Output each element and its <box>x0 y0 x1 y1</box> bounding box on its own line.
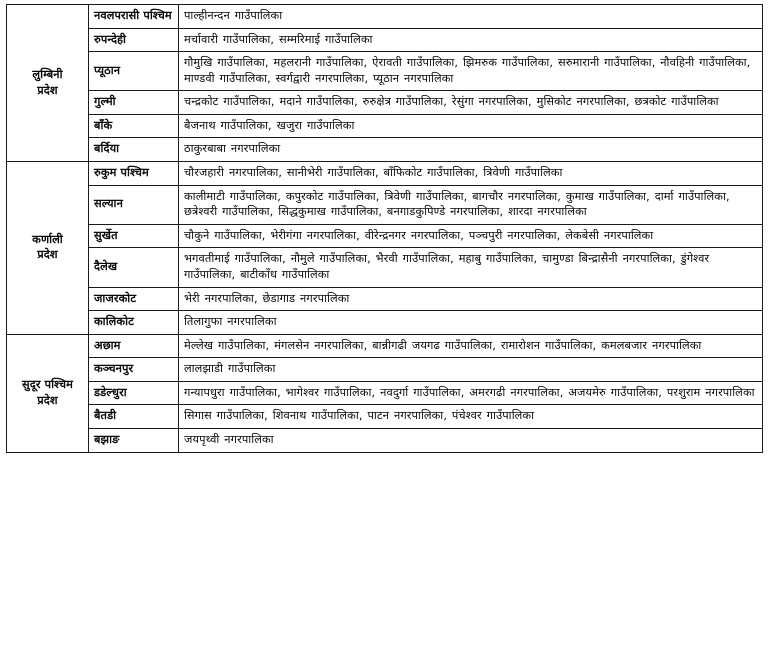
local-bodies-cell: भगवतीमाई गाउँपालिका, नौमुले गाउँपालिका, भैरवी गाउँपालिका, महाबु गाउँपालिका, चामुण्डा बिन्द्रासैनी नगरपालिका, डुंगेश्वर गाउँपालिका, बाटीकाँध गाउँपालिका <box>179 248 763 287</box>
local-bodies-cell: लालझाडी गाउँपालिका <box>179 358 763 382</box>
table-row <box>7 224 763 248</box>
table-row <box>7 5 763 29</box>
local-bodies-cell: चन्द्रकोट गाउँपालिका, मदाने गाउँपालिका, रुरुक्षेत्र गाउँपालिका, रेसुंगा नगरपालिका, मुसिकोट नगरपालिका, छत्रकोट गाउँपालिका <box>179 91 763 115</box>
table-row <box>7 28 763 52</box>
table-row <box>7 248 763 287</box>
district-cell: बाँके <box>89 114 179 138</box>
local-bodies-cell: बैजनाथ गाउँपालिका, खजुरा गाउँपालिका <box>179 114 763 138</box>
local-bodies-cell: मर्चावारी गाउँपालिका, सम्मरिमाई गाउँपालिका <box>179 28 763 52</box>
local-bodies-cell: पाल्हीनन्दन गाउँपालिका <box>179 5 763 29</box>
district-cell: बझाङ <box>89 428 179 452</box>
district-cell: बैतडी <box>89 405 179 429</box>
district-cell: नवलपरासी पश्चिम <box>89 5 179 29</box>
district-cell: सुर्खेत <box>89 224 179 248</box>
table-row <box>7 405 763 429</box>
table-row <box>7 334 763 358</box>
district-cell: रुकुम पश्चिम <box>89 162 179 186</box>
province-cell-lumbini: लुम्बिनी प्रदेश <box>7 5 89 162</box>
district-cell: डडेल्धुरा <box>89 381 179 405</box>
district-cell: अछाम <box>89 334 179 358</box>
local-bodies-cell: सिगास गाउँपालिका, शिवनाथ गाउँपालिका, पाटन नगरपालिका, पंचेश्वर गाउँपालिका <box>179 405 763 429</box>
district-cell: कालिकोट <box>89 311 179 335</box>
local-bodies-cell: भेरी नगरपालिका, छेडागाड नगरपालिका <box>179 287 763 311</box>
table-row <box>7 138 763 162</box>
district-cell: जाजरकोट <box>89 287 179 311</box>
local-bodies-cell: चौरजहारी नगरपालिका, सानीभेरी गाउँपालिका, बाँफिकोट गाउँपालिका, त्रिवेणी गाउँपालिका <box>179 162 763 186</box>
district-cell: प्यूठान <box>89 52 179 91</box>
table-row <box>7 185 763 224</box>
table-row <box>7 162 763 186</box>
table-row <box>7 287 763 311</box>
table-body <box>7 5 763 453</box>
district-cell: गुल्मी <box>89 91 179 115</box>
local-bodies-table <box>6 4 763 453</box>
local-bodies-cell: तिलागुफा नगरपालिका <box>179 311 763 335</box>
district-cell: दैलेख <box>89 248 179 287</box>
table-row <box>7 428 763 452</box>
table-row <box>7 358 763 382</box>
table-row <box>7 52 763 91</box>
local-bodies-cell: ठाकुरबाबा नगरपालिका <box>179 138 763 162</box>
district-cell: रुपन्देही <box>89 28 179 52</box>
local-bodies-cell: चौकुने गाउँपालिका, भेरीगंगा नगरपालिका, वीरेन्द्रनगर नगरपालिका, पञ्चपुरी नगरपालिका, लेकबेसी नगरपालिका <box>179 224 763 248</box>
province-cell-karnali: कर्णाली प्रदेश <box>7 162 89 335</box>
table-row <box>7 381 763 405</box>
district-cell: बर्दिया <box>89 138 179 162</box>
local-bodies-cell: गौमुखि गाउँपालिका, महलरानी गाउँपालिका, ऐरावती गाउँपालिका, झिमरुक गाउँपालिका, सरुमारानी गाउँपालिका, नौवहिनी गाउँपालिका, माण्डवी गाउँपालिका, स्वर्गद्वारी नगरपालिका, प्यूठान नगरपालिका <box>179 52 763 91</box>
local-bodies-cell: जयपृथ्वी नगरपालिका <box>179 428 763 452</box>
district-cell: कञ्चनपुर <box>89 358 179 382</box>
province-cell-sudurpashchim: सुदूर पश्चिम प्रदेश <box>7 334 89 452</box>
table-row <box>7 311 763 335</box>
table-row <box>7 91 763 115</box>
local-bodies-cell: मेल्लेख गाउँपालिका, मंगलसेन नगरपालिका, बान्नीगढी जयगढ गाउँपालिका, रामारोशन गाउँपालिका, कमलबजार नगरपालिका <box>179 334 763 358</box>
district-cell: सल्यान <box>89 185 179 224</box>
local-bodies-cell: कालीमाटी गाउँपालिका, कपुरकोट गाउँपालिका, त्रिवेणी गाउँपालिका, बागचौर नगरपालिका, कुमाख गाउँपालिका, दार्मा गाउँपालिका, छत्रेश्वरी गाउँपालिका, सिद्धकुमाख गाउँपालिका, बनगाडकुपिण्डे नगरपालिका, शारदा नगरपालिका <box>179 185 763 224</box>
table-row <box>7 114 763 138</box>
local-bodies-cell: गन्यापधुरा गाउँपालिका, भागेश्वर गाउँपालिका, नवदुर्गा गाउँपालिका, अमरगढी नगरपालिका, अजयमेरु गाउँपालिका, परशुराम नगरपालिका <box>179 381 763 405</box>
